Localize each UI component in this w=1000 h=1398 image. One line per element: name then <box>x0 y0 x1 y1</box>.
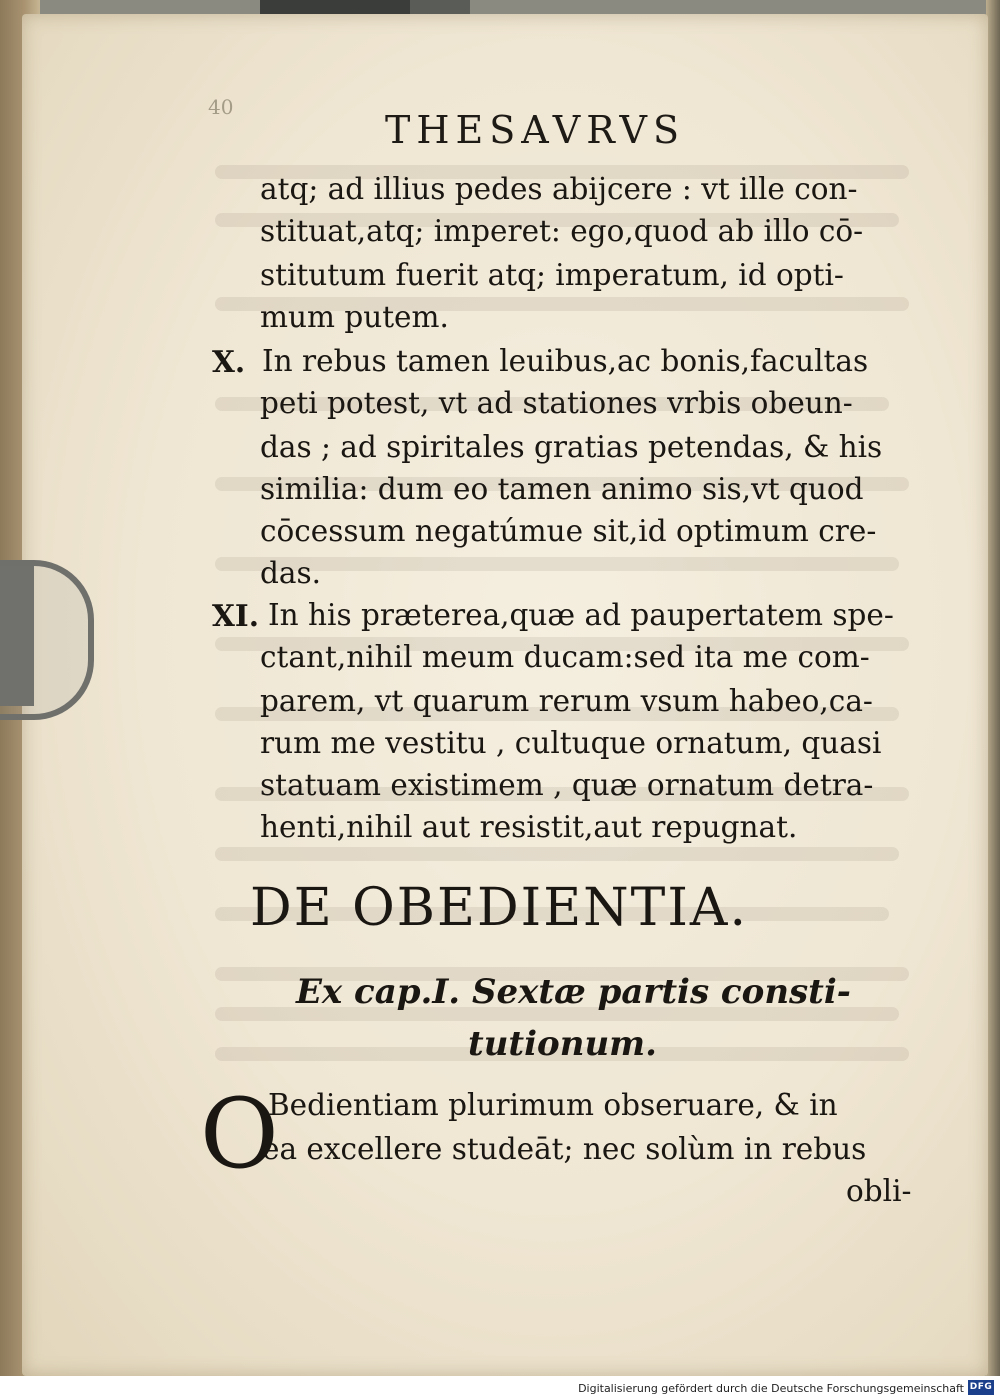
text-line: mum putem. <box>260 300 449 334</box>
section-heading: DE OBEDIENTIA. <box>250 878 748 938</box>
section-number: XI. <box>212 598 259 633</box>
dfg-logo: DFG <box>968 1380 994 1395</box>
text-line: stitutum fuerit atq; imperatum, id opti- <box>260 258 844 292</box>
catchword: obli- <box>846 1174 912 1208</box>
text-line: In rebus tamen leuibus,ac bonis,facultas <box>262 344 869 378</box>
drop-initial: O <box>200 1078 279 1190</box>
text-line: ctant,nihil meum ducam:sed ita me com- <box>260 640 870 674</box>
text-line: henti,nihil aut resistit,aut repugnat. <box>260 810 798 844</box>
page-number: 40 <box>208 95 234 119</box>
text-line: atq; ad illius pedes abijcere : vt ille con- <box>260 172 858 206</box>
text-line: peti potest, vt ad stationes vrbis obeun- <box>260 386 853 420</box>
funding-credit: Digitalisierung gefördert durch die Deutsche Forschungsgemeinschaft <box>578 1382 964 1395</box>
text-line: das ; ad spiritales gratias petendas, & his <box>260 430 883 464</box>
page-fore-edge <box>986 0 1000 1380</box>
text-line: statuam existimem , quæ ornatum detra- <box>260 768 874 802</box>
text-line: parem, vt quarum rerum vsum habeo,ca- <box>260 684 873 718</box>
text-line: rum me vestitu , cultuque ornatum, quasi <box>260 726 882 760</box>
book-clasp <box>0 560 94 720</box>
text-line: stituat,atq; imperet: ego,quod ab illo cō- <box>260 214 864 248</box>
text-line: cōcessum negatúmue sit,id optimum cre- <box>260 514 877 548</box>
footer-strip <box>0 1376 1000 1398</box>
subheading-line-2: tutionum. <box>468 1024 657 1064</box>
text-line: similia: dum eo tamen animo sis,vt quod <box>260 472 864 506</box>
binding-strap-edge <box>410 0 470 14</box>
running-head: THESAVRVS <box>385 108 685 152</box>
text-line: In his præterea,quæ ad paupertatem spe- <box>268 598 894 632</box>
subheading-line-1: Ex cap.I. Sextæ partis consti- <box>296 972 851 1012</box>
paragraph-line: Bedientiam plurimum obseruare, & in <box>268 1088 838 1122</box>
section-number: X. <box>212 344 246 379</box>
text-line: das. <box>260 556 321 590</box>
paragraph-line: ea excellere studeāt; nec solùm in rebus <box>262 1132 867 1166</box>
